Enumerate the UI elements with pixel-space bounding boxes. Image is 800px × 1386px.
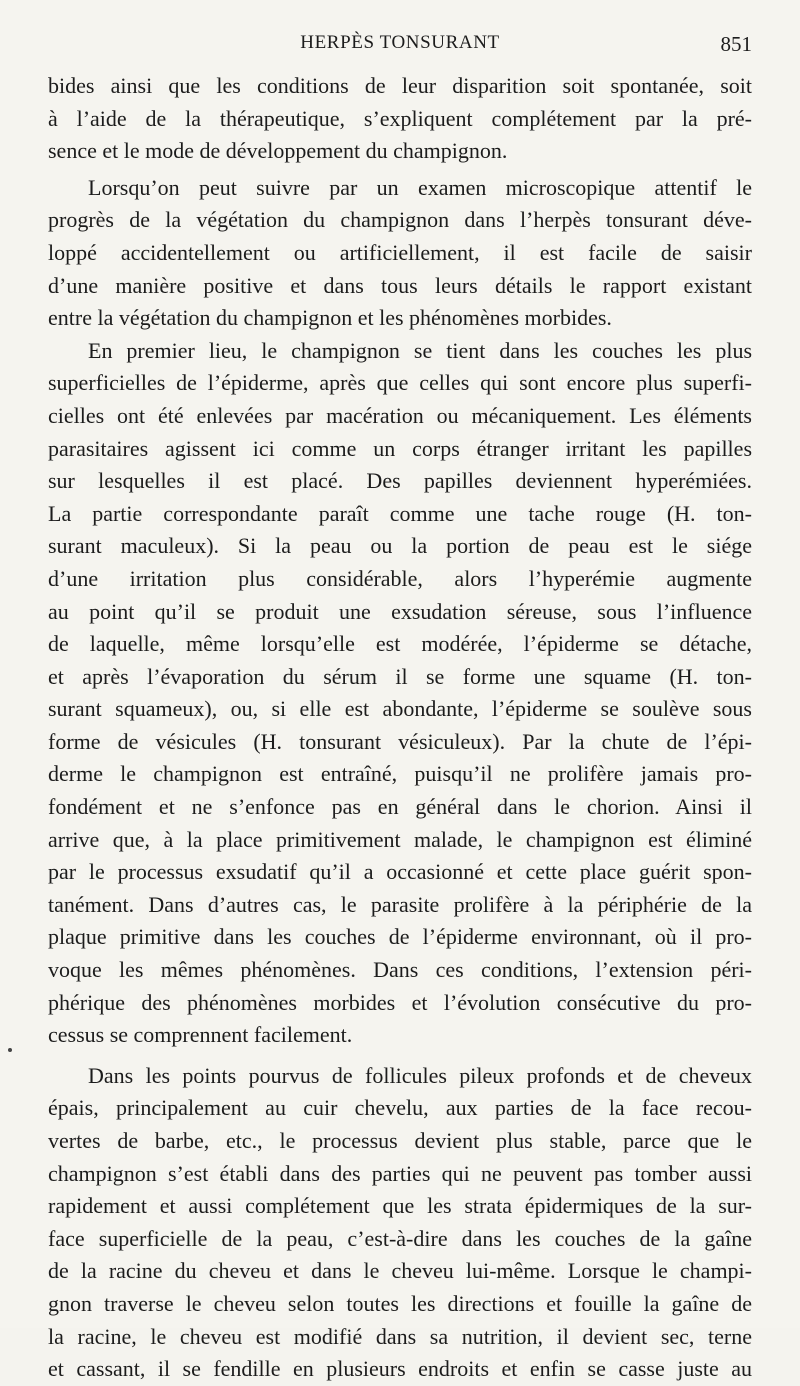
text-line: sence et le mode de développement du champignon. (48, 138, 508, 164)
text-line: plaque primitive dans les couches de l’épiderme environnant, où il pro- (48, 924, 752, 950)
text-line: par le processus exsudatif qu’il a occasionné et cette place guérit spon- (48, 859, 752, 885)
text-line: de la racine du cheveu et dans le cheveu lui-même. Lorsque le champi- (48, 1258, 752, 1284)
text-line: arrive que, à la place primitivement malade, le champignon est éliminé (48, 826, 752, 852)
text-line: la racine, le cheveu est modifié dans sa nutrition, il devient sec, terne (48, 1323, 752, 1349)
text-line: gnon traverse le cheveu selon toutes les directions et fouille la gaîne de (48, 1290, 752, 1316)
text-line: tanément. Dans d’autres cas, le parasite prolifère à la périphérie de la (48, 891, 752, 917)
paragraph-start-line: Dans les points pourvus de follicules pileux profonds et de cheveux (88, 1062, 752, 1088)
text-line: forme de vésicules (H. tonsurant vésiculeux). Par la chute de l’épi- (48, 728, 752, 754)
page-number: 851 (720, 32, 752, 56)
page-header (48, 30, 752, 60)
text-line: de laquelle, même lorsqu’elle est modérée, l’épiderme se détache, (48, 631, 752, 657)
running-head: HERPÈS TONSURANT (300, 32, 500, 53)
text-line: cielles ont été enlevées par macération ou mécaniquement. Les éléments (48, 402, 752, 428)
text-line: rapidement et aussi complétement que les strata épidermiques de la sur- (48, 1193, 752, 1219)
text-line: champignon s’est établi dans des parties qui ne peuvent pas tomber aussi (48, 1160, 752, 1186)
text-line: vertes de barbe, etc., le processus devient plus stable, parce que le (48, 1128, 752, 1153)
text-line: entre la végétation du champignon et les phénomènes morbides. (48, 305, 612, 331)
text-line: fondément et ne s’enfonce pas en général dans le chorion. Ainsi il (48, 794, 752, 820)
body-text (48, 70, 752, 1386)
text-line: phérique des phénomènes morbides et l’évolution consécutive du pro- (48, 989, 752, 1015)
text-line: bides ainsi que les conditions de leur disparition soit spontanée, soit (48, 73, 752, 98)
text-line: et après l’évaporation du sérum il se forme une squame (H. ton- (48, 663, 752, 689)
text-line: cessus se comprennent facilement. (48, 1022, 353, 1048)
paragraph-start-line: En premier lieu, le champignon se tient dans les couches les plus (88, 337, 752, 363)
paragraph-start-line: Lorsqu’on peut suivre par un examen microscopique attentif le (88, 174, 752, 200)
text-line: face superficielle de la peau, c’est-à-dire dans les couches de la gaîne (48, 1225, 752, 1251)
text-line: épais, principalement au cuir chevelu, aux parties de la face recou- (48, 1095, 752, 1121)
text-line: progrès de la végétation du champignon dans l’herpès tonsurant déve- (48, 207, 752, 233)
text-line: La partie correspondante paraît comme une tache rouge (H. ton- (48, 500, 752, 526)
text-line: d’une manière positive et dans tous leurs détails le rapport existant (48, 272, 752, 298)
text-line: sur lesquelles il est placé. Des papilles deviennent hyperémiées. (48, 468, 752, 494)
text-line: derme le champignon est entraîné, puisqu’il ne prolifère jamais pro- (48, 761, 752, 787)
text-line: au point qu’il se produit une exsudation séreuse, sous l’influence (48, 598, 752, 624)
margin-dot-mark (8, 1048, 12, 1052)
text-line: surant maculeux). Si la peau ou la portion de peau est le siége (48, 533, 752, 559)
text-line: d’une irritation plus considérable, alors l’hyperémie augmente (48, 565, 752, 591)
text-line: superficielles de l’épiderme, après que celles qui sont encore plus superfi- (48, 370, 752, 396)
text-line: voque les mêmes phénomènes. Dans ces conditions, l’extension péri- (48, 957, 752, 983)
text-line: surant squameux), ou, si elle est abondante, l’épiderme se soulève sous (48, 696, 752, 722)
text-line: et cassant, il se fendille en plusieurs endroits et enfin se casse juste au (48, 1356, 752, 1382)
text-line: parasitaires agissent ici comme un corps étranger irritant les papilles (48, 435, 752, 461)
text-line: loppé accidentellement ou artificiellement, il est facile de saisir (48, 239, 752, 265)
text-line: à l’aide de la thérapeutique, s’expliquent complétement par la pré- (48, 105, 752, 131)
